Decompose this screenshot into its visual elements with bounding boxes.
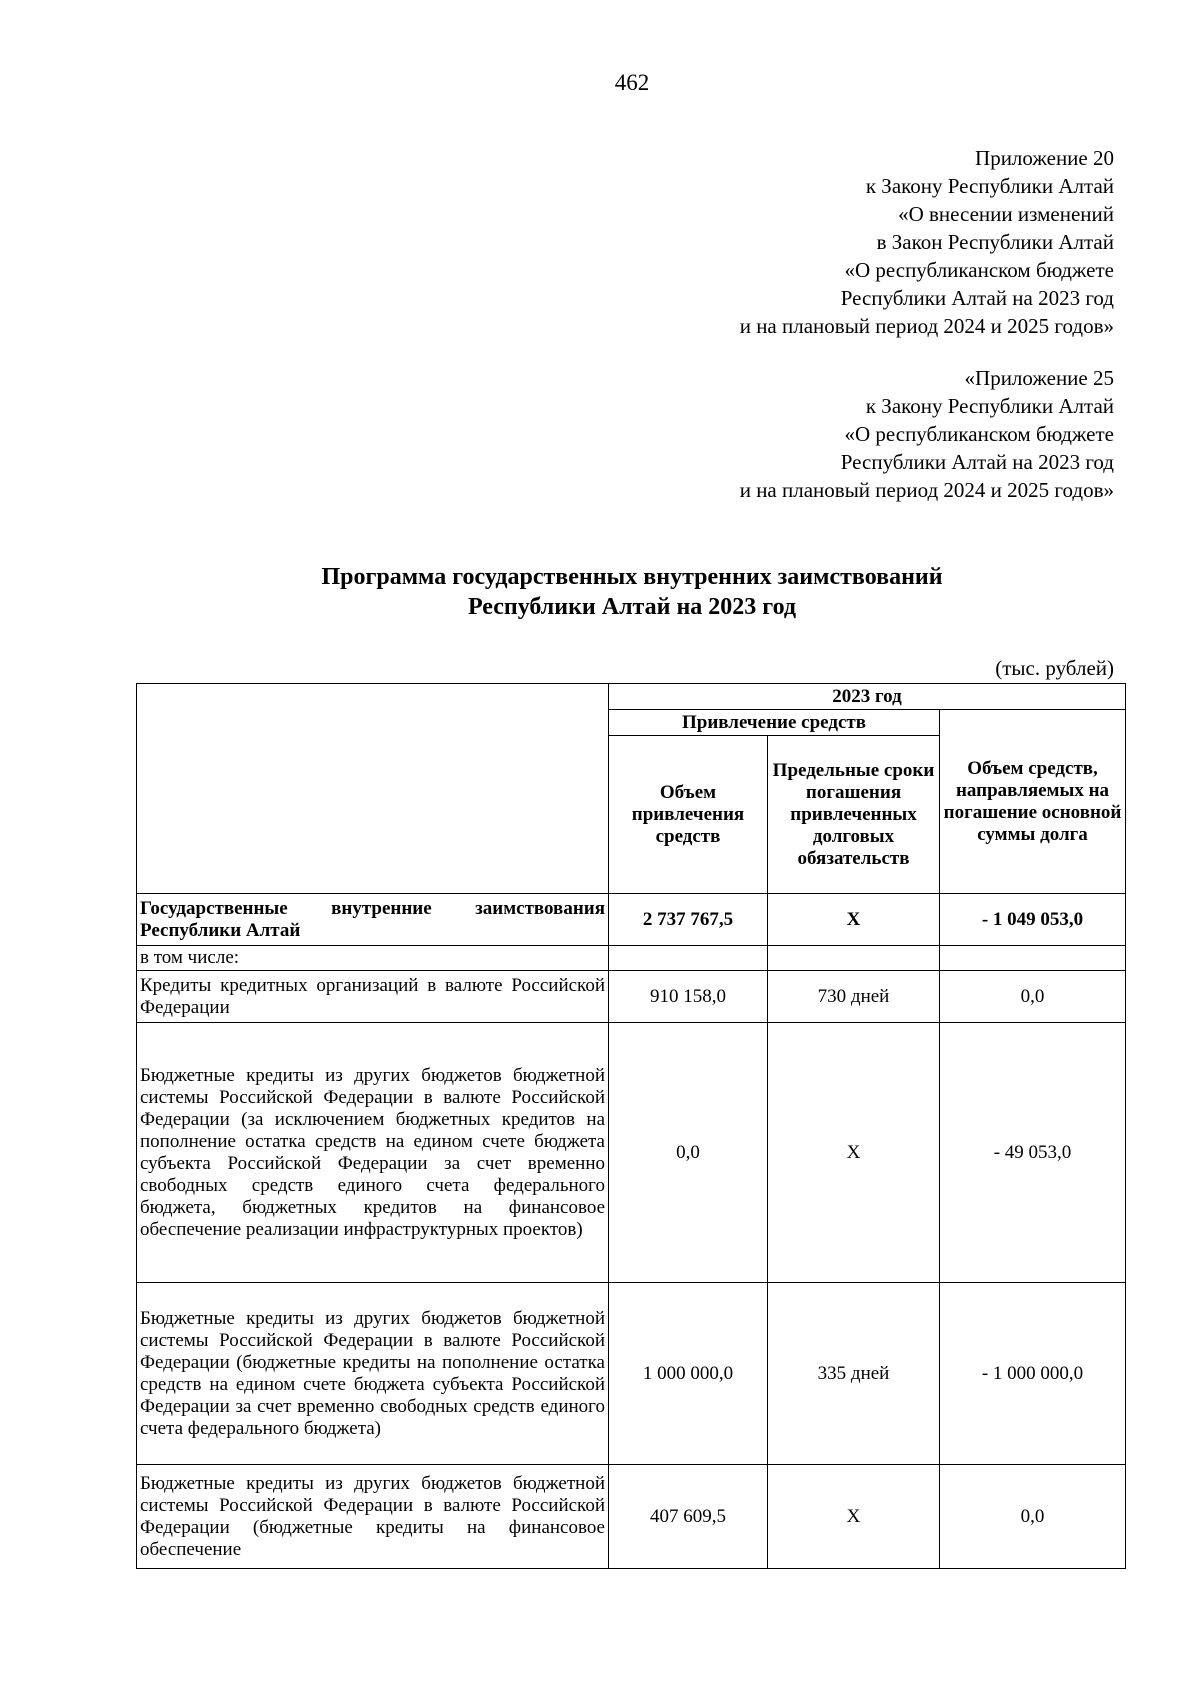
page-number: 462 xyxy=(614,70,650,95)
appendix-current-block xyxy=(474,144,1114,340)
row-repayment xyxy=(940,946,1126,971)
borrowings-table xyxy=(136,683,1126,1569)
row-terms: Х xyxy=(768,894,940,946)
row-name: Бюджетные кредиты из других бюджетов бюджетной системы Российской Федерации в валюте Российской Федерации (бюджетные кредиты на пополнение остатка средств на едином счете бюджета субъекта Российской Федерации за счет временно свободных средств единого счета федерального бюджета) xyxy=(137,1283,609,1465)
header-repayment-volume: Объем средств, направляемых на погашение основной суммы долга xyxy=(940,710,1126,894)
table-row xyxy=(137,1283,1126,1465)
appendix-current-line: Приложение 20 xyxy=(975,146,1114,170)
row-terms: Х xyxy=(768,1465,940,1569)
row-name: Кредиты кредитных организаций в валюте Российской Федерации xyxy=(137,971,609,1023)
row-repayment: - 49 053,0 xyxy=(940,1023,1126,1283)
row-volume: 2 737 767,5 xyxy=(609,894,768,946)
appendix-original-line: к Закону Республики Алтай xyxy=(865,394,1114,418)
appendix-current-line: к Закону Республики Алтай xyxy=(865,174,1114,198)
document-title-line-1: Программа государственных внутренних заимствований xyxy=(321,564,943,590)
row-name: Государственные внутренние заимствования Республики Алтай xyxy=(137,894,609,946)
appendix-current-line: Республики Алтай на 2023 год xyxy=(840,286,1114,310)
document-title xyxy=(190,562,1074,622)
row-name: Бюджетные кредиты из других бюджетов бюджетной системы Российской Федерации в валюте Российской Федерации (за исключением бюджетных кредитов на пополнение остатка средств на едином счете бюджета субъекта Российской Федерации за счет временно свободных средств единого счета федерального бюджета, бюджетных кредитов на финансовое обеспечение реализации инфраструктурных проектов) xyxy=(137,1023,609,1283)
appendix-current-line: «О республиканском бюджете xyxy=(844,258,1114,282)
appendix-original-line: «Приложение 25 xyxy=(964,366,1114,390)
table-row xyxy=(137,1465,1126,1569)
row-repayment: 0,0 xyxy=(940,971,1126,1023)
table-row xyxy=(137,1023,1126,1283)
header-attraction-group: Привлечение средств xyxy=(609,710,940,736)
row-repayment: - 1 000 000,0 xyxy=(940,1283,1126,1465)
table-row xyxy=(137,894,1126,946)
appendix-current-line: в Закон Республики Алтай xyxy=(876,230,1114,254)
appendix-original-line: «О республиканском бюджете xyxy=(844,422,1114,446)
row-name: Бюджетные кредиты из других бюджетов бюджетной системы Российской Федерации в валюте Российской Федерации (бюджетные кредиты на финансовое обеспечение xyxy=(137,1465,609,1569)
appendix-original-line: и на плановый период 2024 и 2025 годов» xyxy=(739,478,1114,502)
table-row xyxy=(137,946,1126,971)
units-note: (тыс. рублей) xyxy=(995,656,1114,680)
row-terms: 730 дней xyxy=(768,971,940,1023)
row-volume: 910 158,0 xyxy=(609,971,768,1023)
row-volume: 0,0 xyxy=(609,1023,768,1283)
header-repayment-terms: Предельные сроки погашения привлеченных долговых обязательств xyxy=(768,736,940,894)
row-repayment: - 1 049 053,0 xyxy=(940,894,1126,946)
header-year: 2023 год xyxy=(609,684,1126,710)
appendix-current-line: «О внесении изменений xyxy=(898,202,1114,226)
row-terms: 335 дней xyxy=(768,1283,940,1465)
appendix-original-block xyxy=(474,364,1114,504)
row-repayment: 0,0 xyxy=(940,1465,1126,1569)
document-title-line-2: Республики Алтай на 2023 год xyxy=(467,594,797,620)
header-attraction-volume: Объем привлечения средств xyxy=(609,736,768,894)
appendix-original-line: Республики Алтай на 2023 год xyxy=(840,450,1114,474)
row-volume: 1 000 000,0 xyxy=(609,1283,768,1465)
header-empty-cell xyxy=(137,684,609,894)
row-volume: 407 609,5 xyxy=(609,1465,768,1569)
row-volume xyxy=(609,946,768,971)
table-row xyxy=(137,971,1126,1023)
row-terms: Х xyxy=(768,1023,940,1283)
appendix-current-line: и на плановый период 2024 и 2025 годов» xyxy=(739,314,1114,338)
row-terms xyxy=(768,946,940,971)
row-name: в том числе: xyxy=(137,946,609,971)
